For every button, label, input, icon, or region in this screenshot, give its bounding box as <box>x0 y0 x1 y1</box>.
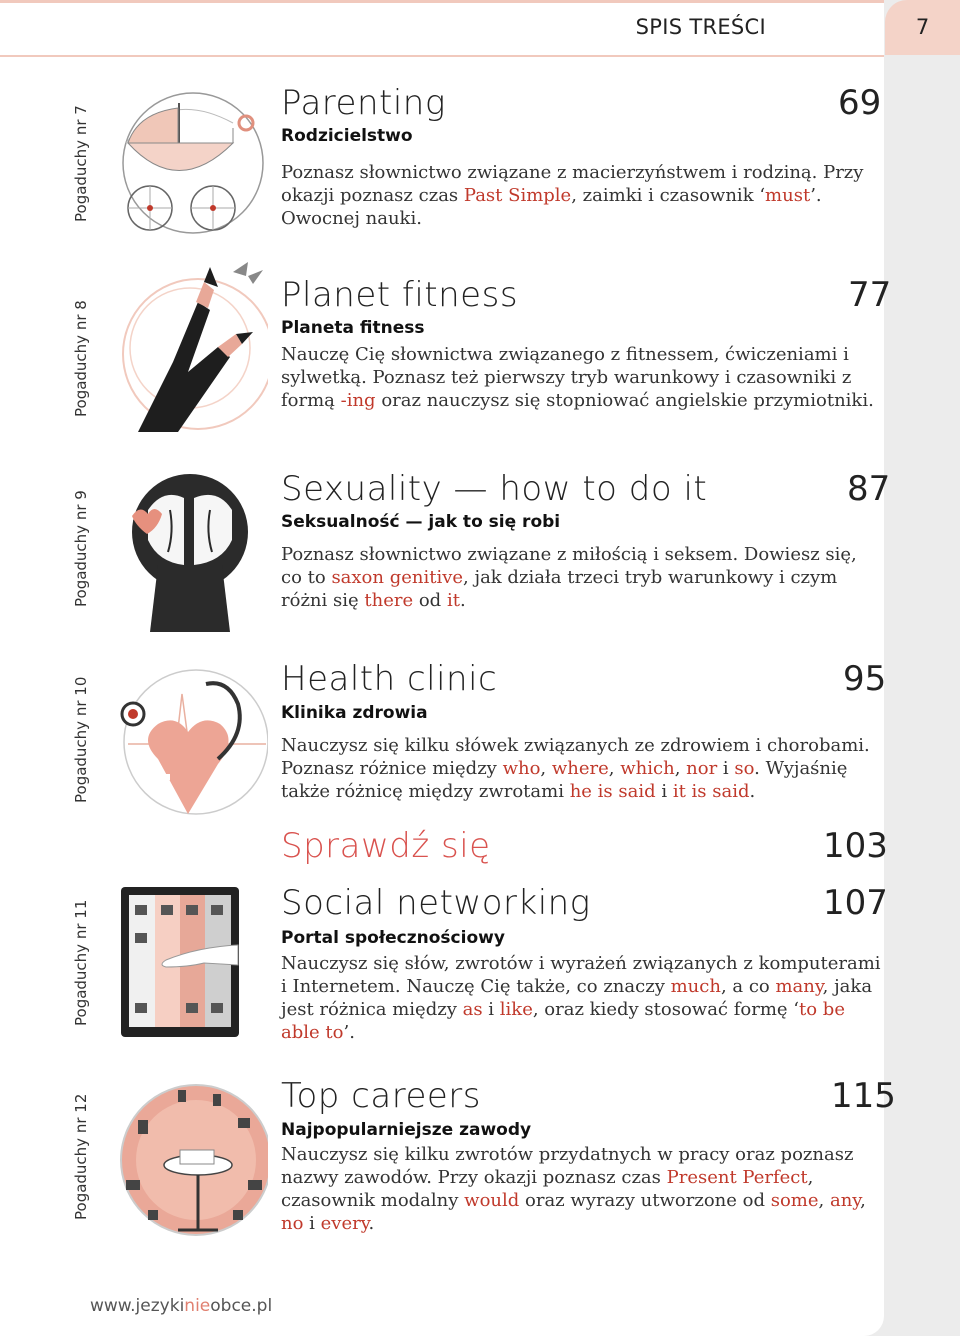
entry-title: Health clinic <box>281 659 498 699</box>
tablet-illustration <box>118 885 268 1040</box>
highlighted-term: to be able to <box>281 999 845 1043</box>
highlighted-term: which <box>620 758 675 779</box>
entry-description <box>281 543 881 612</box>
description-text: . <box>749 781 756 802</box>
description-text: , oraz kiedy stosować formę ‘ <box>532 999 800 1020</box>
entry-title: Sexuality — how to do it <box>281 469 708 509</box>
highlighted-term: much <box>670 976 721 997</box>
entry-subtitle: Portal społecznościowy <box>281 928 505 948</box>
description-text: , czasownik modalny <box>281 1167 814 1211</box>
entry-description <box>281 161 881 230</box>
highlighted-term: who <box>502 758 541 779</box>
description-text: Poznasz słownictwo związane z macierzyństwem i rodziną. Przy okazji poznasz czas <box>281 162 864 206</box>
description-text: Nauczę Cię słownictwa związanego z fitnessem, ćwiczeniami i sylwetką. Poznasz też pierwszy tryb warunkowy i czasowniki z formą <box>281 344 852 411</box>
entry-title: Parenting <box>281 83 446 123</box>
description-text: , <box>860 1190 866 1211</box>
entry-subtitle: Klinika zdrowia <box>281 703 428 723</box>
description-text: oraz wyrazy utworzone od <box>519 1190 771 1211</box>
highlighted-term: must <box>765 185 811 206</box>
entry-description <box>281 1143 881 1235</box>
highlighted-term: many <box>775 976 823 997</box>
description-text: . <box>368 1213 375 1234</box>
entry-subtitle: Planeta fitness <box>281 318 425 338</box>
description-text: i <box>717 758 735 779</box>
description-text: ’. Owocnej nauki. <box>281 185 822 229</box>
entry-page: 107 <box>823 883 888 923</box>
lesson-label: Pogaduchy nr 11 <box>72 899 90 1026</box>
section-title: SPIS TREŚCI <box>635 15 766 39</box>
entry-subtitle: Seksualność — jak to się robi <box>281 512 561 532</box>
description-text: , <box>818 1190 830 1211</box>
description-text: i <box>303 1213 321 1234</box>
description-text: , zaimki i czasownik ‘ <box>571 185 766 206</box>
entry-page: 115 <box>831 1076 896 1116</box>
footer-url-start: www.jezyki <box>90 1296 185 1316</box>
highlighted-term: as <box>462 999 483 1020</box>
pram-illustration <box>118 88 268 238</box>
description-text: Nauczysz się kilku słówek związanych ze zdrowiem i chorobami. Poznasz różnice między <box>281 735 870 779</box>
entry-description <box>281 343 881 412</box>
highlighted-term: every <box>320 1213 369 1234</box>
lesson-label: Pogaduchy nr 10 <box>72 676 90 803</box>
highlighted-term: so <box>734 758 755 779</box>
description-text: , <box>674 758 687 779</box>
footer-url-end: obce.pl <box>210 1296 273 1316</box>
highlighted-term: some <box>770 1190 819 1211</box>
highlighted-term: it <box>446 590 460 611</box>
description-text: . <box>459 590 466 611</box>
highlighted-term: -ing <box>340 390 376 411</box>
highlighted-term: he is said <box>569 781 656 802</box>
fitness-legs-illustration <box>118 262 268 442</box>
description-text: , a co <box>720 976 776 997</box>
entry-title: Top careers <box>281 1076 481 1116</box>
review-page: 103 <box>823 826 888 866</box>
entry-page: 77 <box>848 275 892 315</box>
lesson-label: Pogaduchy nr 7 <box>72 105 90 222</box>
description-text: ’. <box>343 1022 355 1043</box>
description-text: , <box>608 758 621 779</box>
lesson-label: Pogaduchy nr 12 <box>72 1093 90 1220</box>
review-title: Sprawdź się <box>281 826 491 866</box>
lesson-label: Pogaduchy nr 8 <box>72 300 90 417</box>
highlighted-term: would <box>464 1190 520 1211</box>
description-text: od <box>413 590 447 611</box>
lesson-label: Pogaduchy nr 9 <box>72 490 90 607</box>
footer-url-middle: nie <box>184 1296 211 1316</box>
header-bar <box>0 0 884 57</box>
page-number: 7 <box>915 15 930 39</box>
description-text: i <box>655 781 673 802</box>
heart-stethoscope-illustration <box>118 664 268 829</box>
footer-url[interactable] <box>90 1296 272 1316</box>
entry-title: Social networking <box>281 883 591 923</box>
highlighted-term: saxon genitive <box>331 567 464 588</box>
header-rule <box>0 0 884 3</box>
entry-description <box>281 734 881 803</box>
entry-title: Planet fitness <box>281 275 519 315</box>
description-text: , jak działa trzeci tryb warunkowy i czym różni się <box>281 567 838 611</box>
entry-page: 95 <box>843 659 887 699</box>
highlighted-term: nor <box>686 758 718 779</box>
page-edge <box>885 55 960 1336</box>
highlighted-term: no <box>281 1213 304 1234</box>
entry-page: 87 <box>847 469 891 509</box>
description-text: i <box>482 999 500 1020</box>
description-text: , jaka jest różnica między <box>281 976 873 1020</box>
page-number-tab <box>885 0 960 55</box>
highlighted-term: Present Perfect <box>666 1167 808 1188</box>
careers-illustration <box>118 1080 268 1245</box>
entry-subtitle: Najpopularniejsze zawody <box>281 1120 532 1140</box>
highlighted-term: where <box>551 758 609 779</box>
keyhole-couple-illustration <box>118 470 268 635</box>
entry-page: 69 <box>838 83 882 123</box>
highlighted-term: like <box>499 999 533 1020</box>
highlighted-term: it is said <box>672 781 750 802</box>
highlighted-term: there <box>364 590 414 611</box>
description-text: Poznasz słownictwo związane z miłością i seksem. Dowiesz się, co to <box>281 544 857 588</box>
description-text: Nauczysz się słów, zwrotów i wyrażeń związanych z komputerami i Internetem. Nauczę Cię także, co znaczy <box>281 953 881 997</box>
highlighted-term: any <box>829 1190 861 1211</box>
description-text: Nauczysz się kilku zwrotów przydatnych w pracy oraz poznasz nazwy zawodów. Przy okazji poznasz czas <box>281 1144 854 1188</box>
entry-subtitle: Rodzicielstwo <box>281 126 413 146</box>
entry-description <box>281 952 881 1044</box>
highlighted-term: Past Simple <box>463 185 572 206</box>
description-text: , <box>540 758 552 779</box>
description-text: oraz nauczysz się stopniować angielskie przymiotniki. <box>375 390 874 411</box>
description-text: . Wyjaśnię także różnicę między zwrotami <box>281 758 848 802</box>
